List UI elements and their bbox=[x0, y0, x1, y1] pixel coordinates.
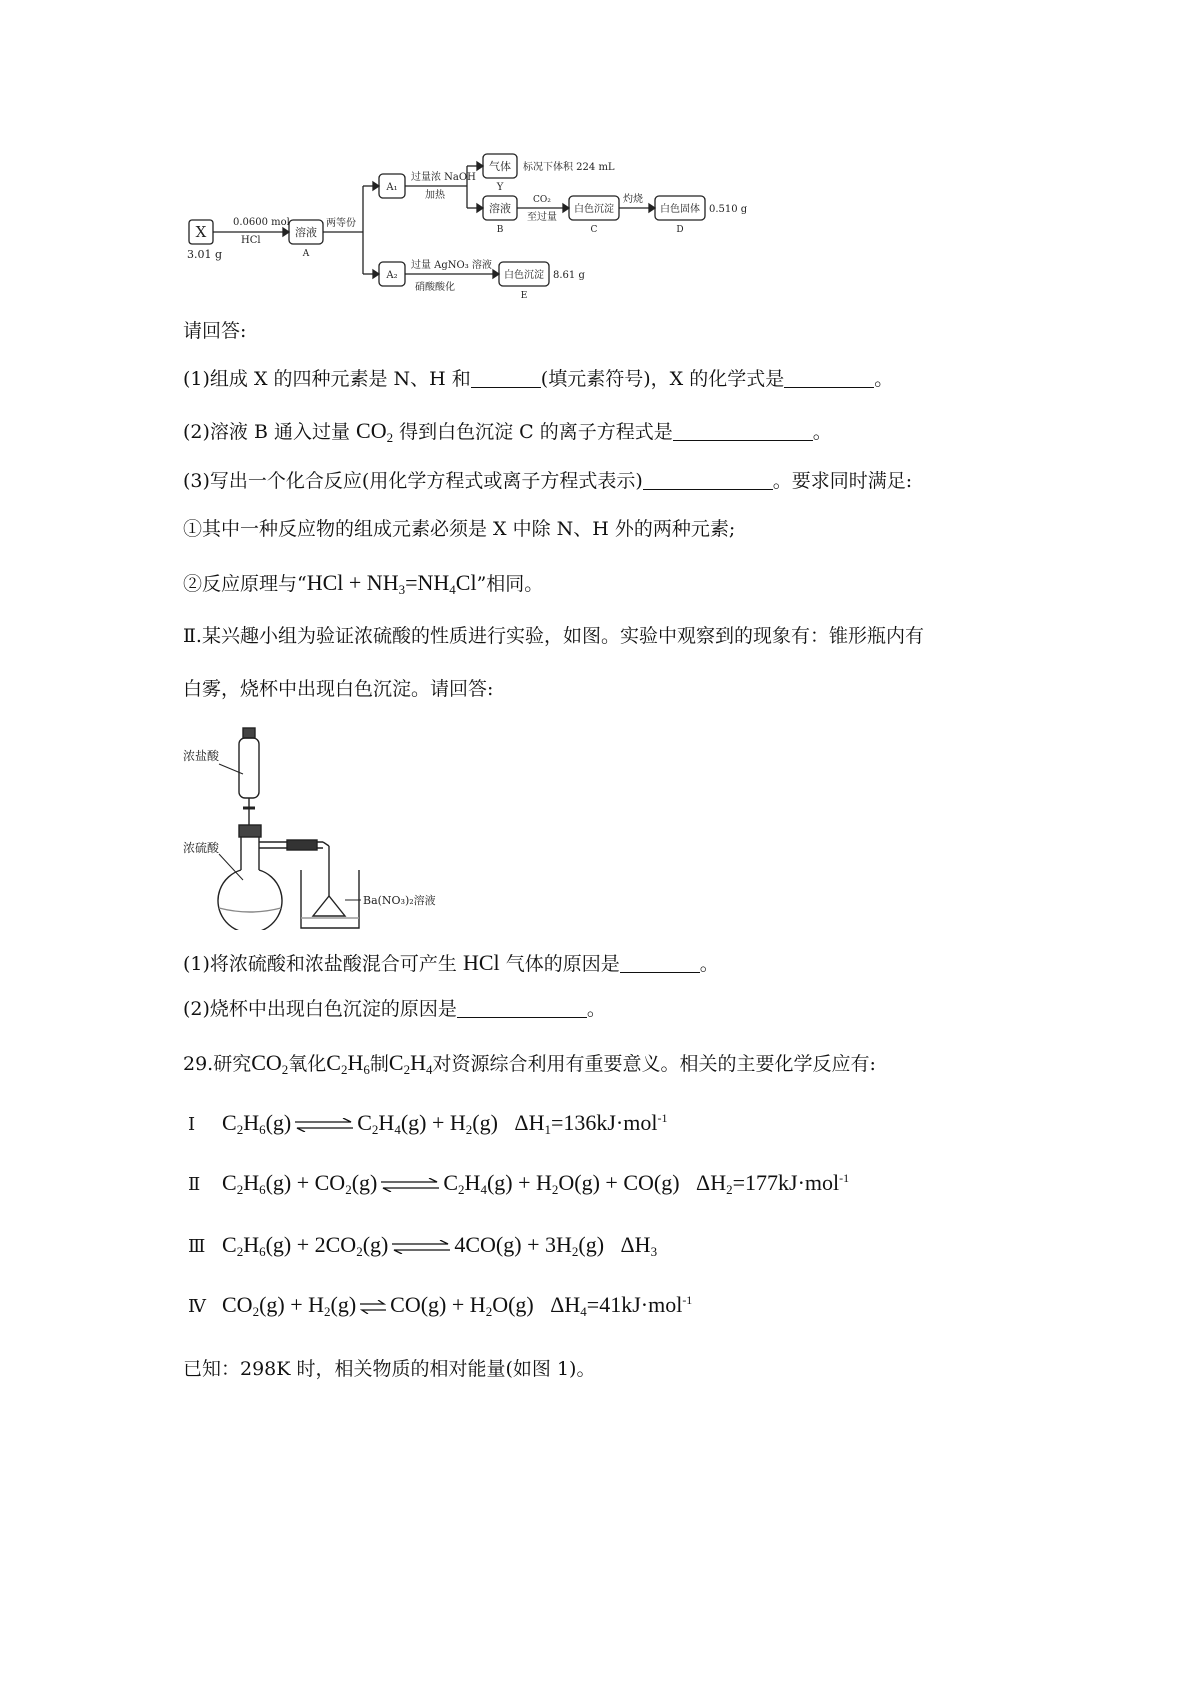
white-solid-label: 白色固体 bbox=[660, 204, 700, 215]
nitric-label: 硝酸酸化 bbox=[415, 282, 455, 293]
hcl-label: HCl bbox=[241, 235, 261, 246]
rubber-tube bbox=[287, 840, 317, 850]
round-bottom-flask bbox=[218, 870, 282, 930]
prompt-answer: 请回答: bbox=[183, 320, 247, 342]
gas-sub: Y bbox=[496, 182, 504, 193]
reaction-1: Ⅰ $C_2H_6(g) C_2H_4(g) + H_2(g)$ $\Delta H_1=136kJ\cdot mol^{-1}$ bbox=[188, 1110, 668, 1137]
conc-hcl-label: 浓盐酸 bbox=[183, 749, 220, 763]
solution-b-label: 溶液 bbox=[489, 202, 511, 215]
c-sub: C bbox=[590, 225, 598, 235]
co2-excess: 至过量 bbox=[527, 212, 557, 223]
hcl-amount: 0.0600 mol bbox=[233, 217, 290, 228]
agno3-label: 过量 AgNO₃ 溶液 bbox=[411, 260, 492, 271]
e-sub: E bbox=[520, 291, 528, 300]
equilibrium-arrow-icon bbox=[293, 1118, 355, 1132]
hcl-nh3-equation: HCl + $NH_3=NH_4Cl$ bbox=[306, 570, 477, 597]
conc-h2so4-label: 浓硫酸 bbox=[183, 841, 220, 855]
question-3: (3)写出一个化合反应(用化学方程式或离子方程式表示) 。要求同时满足: bbox=[183, 470, 913, 492]
answer-blank bbox=[643, 471, 773, 490]
condition-2: ②反应原理与“HCl + $NH_3=NH_4Cl$”相同。 bbox=[183, 570, 544, 597]
co2-formula: $CO_2$ bbox=[356, 418, 394, 445]
white-ppt-e-label: 白色沉淀 bbox=[504, 270, 544, 281]
equilibrium-arrow-icon bbox=[390, 1240, 452, 1254]
calcine-label: 灼烧 bbox=[623, 194, 643, 205]
beaker bbox=[301, 870, 359, 928]
answer-blank bbox=[673, 422, 813, 441]
heat-label: 加热 bbox=[425, 190, 445, 201]
flask-stopper bbox=[239, 825, 261, 837]
dropping-funnel bbox=[239, 738, 259, 798]
a2-label: A₂ bbox=[386, 270, 398, 281]
gas-label: 气体 bbox=[489, 160, 511, 173]
ppt-mass: 8.61 g bbox=[553, 270, 585, 281]
solution-a-sub: A bbox=[302, 249, 310, 259]
ba-solution-label: Ba(NO₃)₂溶液 bbox=[363, 894, 436, 907]
x-mass: 3.01 g bbox=[187, 248, 223, 261]
answer-blank bbox=[620, 954, 700, 973]
question-1: (1)组成 X 的四种元素是 N、H 和 (填元素符号)，X 的化学式是 。 bbox=[183, 368, 894, 390]
solution-a-label: 溶液 bbox=[295, 226, 317, 239]
known-statement: 已知：298K 时，相关物质的相对能量(如图 1)。 bbox=[183, 1358, 596, 1380]
x-label: X bbox=[195, 223, 207, 241]
condition-1: ①其中一种反应物的组成元素必须是 X 中除 N、H 外的两种元素; bbox=[183, 518, 736, 540]
naoh-label: 过量浓 NaOH bbox=[411, 172, 476, 183]
answer-blank bbox=[784, 369, 874, 388]
part2-question-2: (2)烧杯中出现白色沉淀的原因是 。 bbox=[183, 998, 606, 1020]
equilibrium-arrow-icon bbox=[358, 1300, 388, 1314]
reaction-4: Ⅳ $CO_2(g) + H_2(g) CO(g) + H_2O(g)$ $\Delta H_4=41kJ\cdot mol^{-1}$ bbox=[188, 1292, 693, 1319]
hcl-formula: HCl bbox=[462, 950, 500, 975]
white-ppt-c-label: 白色沉淀 bbox=[574, 204, 614, 215]
part2-intro-line1: Ⅱ.某兴趣小组为验证浓硫酸的性质进行实验，如图。实验中观察到的现象有：锥形瓶内有 bbox=[183, 625, 924, 647]
a1-label: A₁ bbox=[386, 182, 398, 193]
question-29: 29.研究$CO_2$氧化$C_2H_6$制$C_2H_4$对资源综合利用有重要意义。相关的主要化学反应有: bbox=[183, 1050, 876, 1077]
flowchart-figure bbox=[183, 150, 773, 300]
apparatus-figure bbox=[183, 720, 453, 930]
solid-mass: 0.510 g bbox=[709, 204, 748, 215]
answer-blank bbox=[457, 999, 587, 1018]
split-label: 两等份 bbox=[326, 218, 356, 229]
part2-intro-line2: 白雾，烧杯中出现白色沉淀。请回答: bbox=[183, 678, 494, 700]
funnel-stopper bbox=[243, 728, 255, 738]
equilibrium-arrow-icon bbox=[379, 1178, 441, 1192]
question-2: (2)溶液 B 通入过量 $CO_2$ 得到白色沉淀 C 的离子方程式是 。 bbox=[183, 418, 832, 445]
part2-question-1: (1)将浓硫酸和浓盐酸混合可产生 HCl 气体的原因是 。 bbox=[183, 950, 719, 975]
solution-b-sub: B bbox=[496, 225, 504, 235]
gas-volume: 标况下体积 224 mL bbox=[523, 162, 615, 173]
answer-blank bbox=[471, 369, 541, 388]
reaction-3: Ⅲ $C_2H_6(g) + 2CO_2(g) 4CO(g) + 3H_2(g)$ $\Delta H_3$ bbox=[188, 1232, 658, 1259]
co2-label: CO₂ bbox=[533, 195, 551, 205]
d-sub: D bbox=[676, 225, 684, 235]
inverted-funnel bbox=[313, 896, 345, 916]
reaction-2: Ⅱ $C_2H_6(g) + CO_2(g) C_2H_4(g) + H_2O(g) + CO(g)$ $\Delta H_2=177kJ\cdot mol^{-1}$ bbox=[188, 1170, 850, 1197]
